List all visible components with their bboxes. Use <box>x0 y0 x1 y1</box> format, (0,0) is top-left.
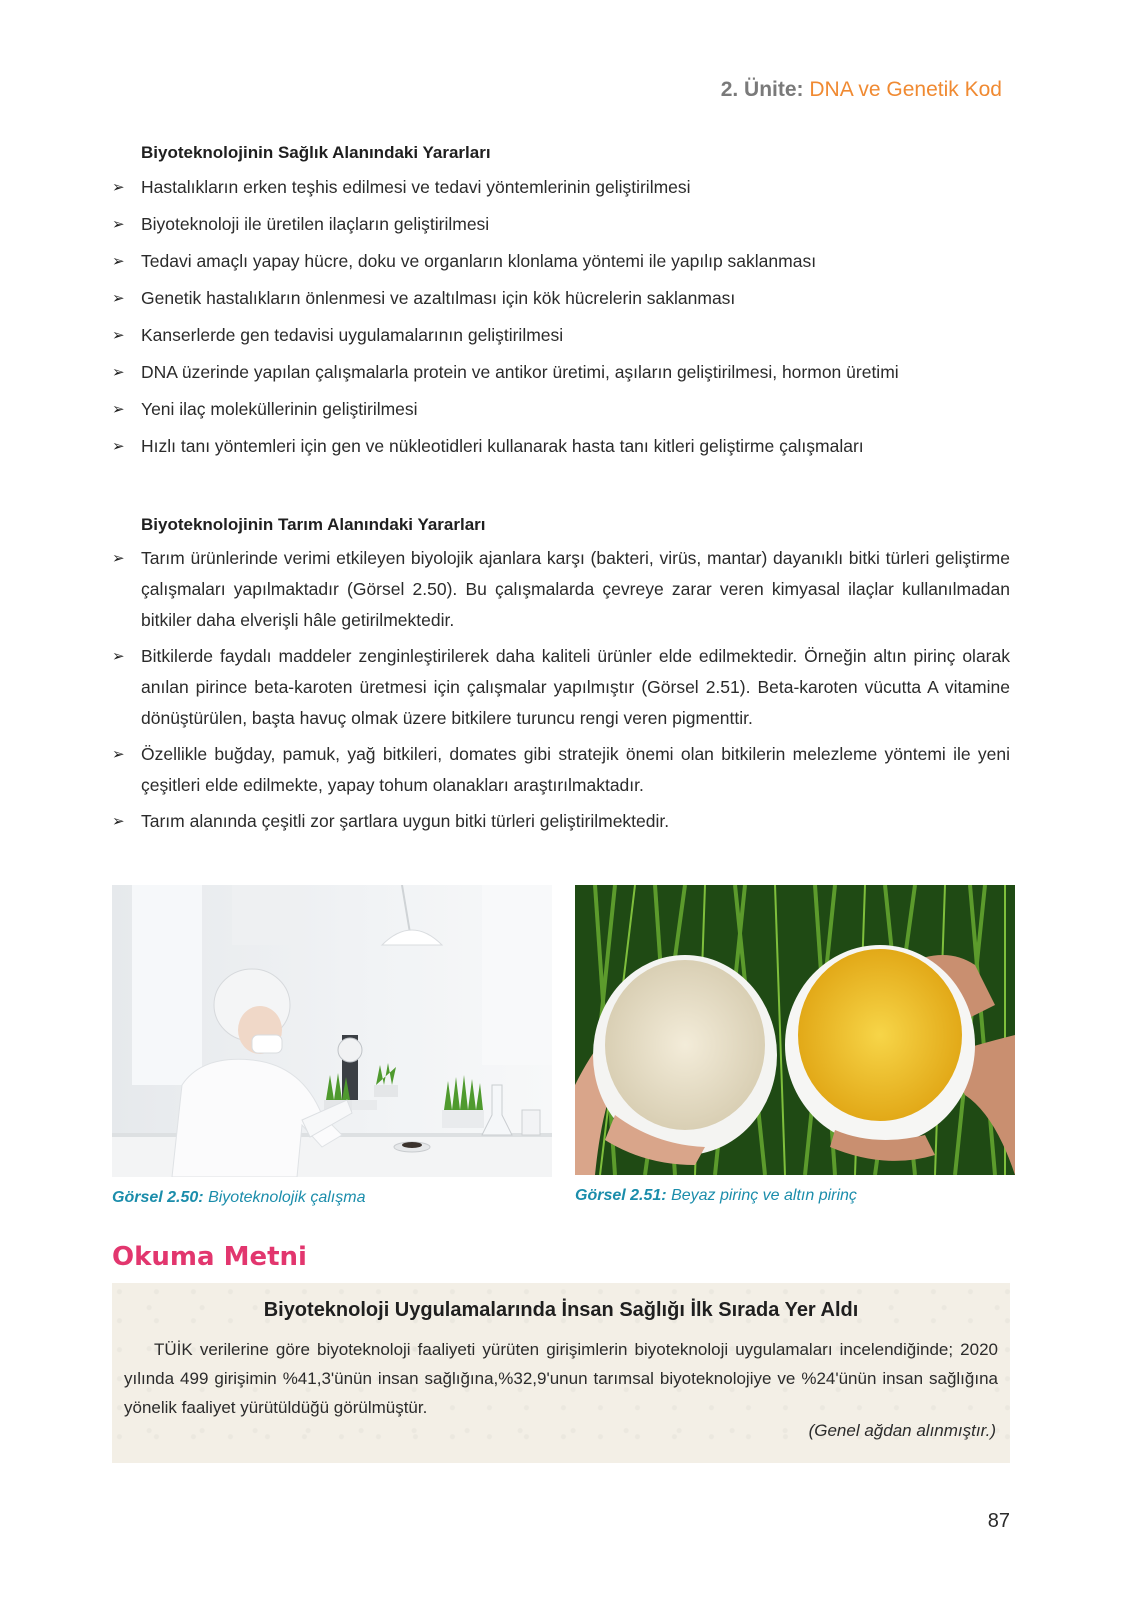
list-item: ➢ Hızlı tanı yöntemleri için gen ve nükleotidleri kullanarak hasta tanı kitleri geliştirme çalışmaları <box>112 431 1010 462</box>
reading-source: (Genel ağdan alınmıştır.) <box>808 1421 996 1440</box>
arrow-bullet-icon: ➢ <box>112 179 125 196</box>
reading-title: Biyoteknoloji Uygulamalarında İnsan Sağlığı İlk Sırada Yer Aldı <box>263 1299 859 1321</box>
arrow-bullet-icon: ➢ <box>112 253 125 270</box>
figure-caption-2-50 <box>112 1189 365 1207</box>
arrow-bullet-icon: ➢ <box>112 746 125 763</box>
list-item: ➢ Hastalıkların erken teşhis edilmesi ve tedavi yöntemlerinin geliştirilmesi <box>112 172 1010 203</box>
list-item: ➢ Genetik hastalıkların önlenmesi ve azaltılması için kök hücrelerin saklanması <box>112 283 1010 314</box>
arrow-bullet-icon: ➢ <box>112 401 125 418</box>
unit-label: 2. Ünite: <box>720 78 804 101</box>
figure-label: Görsel 2.51: <box>575 1187 667 1204</box>
arrow-bullet-icon: ➢ <box>112 550 125 567</box>
arrow-bullet-icon: ➢ <box>112 327 125 344</box>
unit-topic: DNA ve Genetik Kod <box>809 78 1002 101</box>
arrow-bullet-icon: ➢ <box>112 364 125 381</box>
agriculture-list <box>112 543 1010 837</box>
arrow-bullet-icon: ➢ <box>112 438 125 455</box>
arrow-bullet-icon: ➢ <box>112 813 125 830</box>
rice-bowls-image <box>575 885 1015 1175</box>
figure-label: Görsel 2.50: <box>112 1189 204 1206</box>
figure-caption-text: Beyaz pirinç ve altın pirinç <box>671 1187 857 1204</box>
figure-caption-2-51 <box>575 1187 857 1205</box>
health-list <box>112 172 1010 462</box>
health-section-title: Biyoteknolojinin Sağlık Alanındaki Yararları <box>141 143 491 162</box>
agriculture-section-title: Biyoteknolojinin Tarım Alanındaki Yararları <box>141 515 486 534</box>
list-item: ➢ Özellikle buğday, pamuk, yağ bitkileri, domates gibi stratejik önemi olan bitkilerin melezleme yöntemi ile yeni çeşitleri elde edilmekte, yapay tohum olanakları araştırılmaktadır. <box>112 739 1010 801</box>
list-item: ➢ Tarım ürünlerinde verimi etkileyen biyolojik ajanlara karşı (bakteri, virüs, mantar) dayanıklı bitki türleri geliştirme çalışmaları yapılmaktadır (Görsel 2.50). Bu çalışmalarda çevreye zarar veren kimyasal ilaçlar kullanılmadan bitkiler daha elverişli hâle getirilmektedir. <box>112 543 1010 636</box>
reading-body: TÜİK verilerine göre biyoteknoloji faaliyeti yürüten girişimlerin biyoteknoloji uygulamaları incelendiğinde; 2020 yılında 499 girişimin %41,3'ünün insan sağlığına,%32,9'unun tarımsal biyoteknolojiye ve %24'ünün insan sağlığına yönelik faaliyet yürütüldüğü görülmüştür. <box>124 1340 998 1417</box>
arrow-bullet-icon: ➢ <box>112 648 125 665</box>
health-section <box>112 140 1010 462</box>
list-item: ➢ Tedavi amaçlı yapay hücre, doku ve organların klonlama yöntemi ile yapılıp saklanması <box>112 246 1010 277</box>
page-header <box>721 78 1002 102</box>
arrow-bullet-icon: ➢ <box>112 290 125 307</box>
list-item: ➢ DNA üzerinde yapılan çalışmalarla protein ve antikor üretimi, aşıların geliştirilmesi, hormon üretimi <box>112 357 1010 388</box>
list-item: ➢ Tarım alanında çeşitli zor şartlara uygun bitki türleri geliştirilmektedir. <box>112 806 1010 837</box>
lab-scientist-image <box>112 885 552 1177</box>
page-number: 87 <box>987 1510 1010 1532</box>
list-item: ➢ Biyoteknoloji ile üretilen ilaçların geliştirilmesi <box>112 209 1010 240</box>
reading-section-title: Okuma Metni <box>112 1242 307 1272</box>
figure-caption-text: Biyoteknolojik çalışma <box>208 1189 366 1206</box>
list-item: ➢ Kanserlerde gen tedavisi uygulamalarının geliştirilmesi <box>112 320 1010 351</box>
reading-box <box>112 1283 1010 1463</box>
agriculture-section <box>112 512 1010 837</box>
list-item: ➢ Yeni ilaç moleküllerinin geliştirilmesi <box>112 394 1010 425</box>
arrow-bullet-icon: ➢ <box>112 216 125 233</box>
list-item: ➢ Bitkilerde faydalı maddeler zenginleştirilerek daha kaliteli ürünler elde edilmektedir. Örneğin altın pirinç olarak anılan pirince beta-karoten üretmesi için çalışmalar yapılmıştır (Görsel 2.51). Beta-karoten vücutta A vitamine dönüştürülen, başta havuç olmak üzere bitkilere turuncu rengi veren pigmenttir. <box>112 641 1010 734</box>
